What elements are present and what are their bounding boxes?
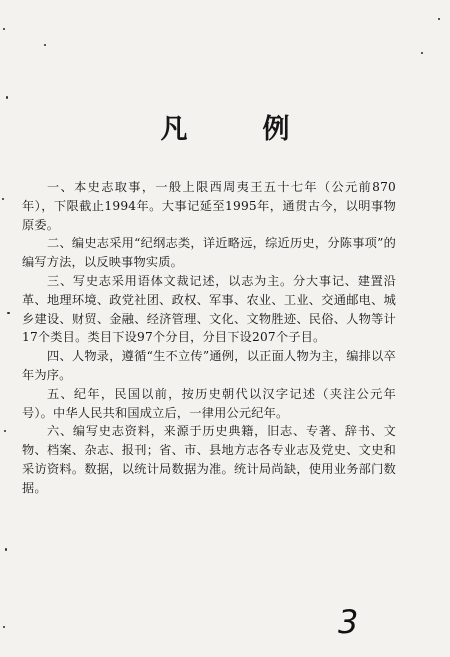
speck <box>4 430 6 432</box>
paragraph-6: 六、编写史志资料，来源于历史典籍，旧志、专著、辞书、文物、档案、杂志、报刊；省、市、县地方志各专业志及党史、文史和采访资料。数据，以统计局数据为准。统计局尚缺，使用业务部门数据。 <box>22 424 396 495</box>
speck <box>438 18 440 20</box>
speck <box>7 312 10 314</box>
page-number: 3 <box>338 603 359 641</box>
paragraph-3: 三、写史志采用语体文裁记述，以志为主。分大事记、建置沿革、地理环境、政党社团、政权、军事、农业、工业、交通邮电、城乡建设、财贸、金融、经济管理、文化、文物胜迹、民俗、人物等计17个类目。类目下设97个分目，分目下设207个子目。 <box>22 273 396 345</box>
speck <box>3 28 5 30</box>
binding-edge <box>0 0 14 657</box>
speck <box>5 548 7 551</box>
speck <box>3 626 5 628</box>
speck <box>6 96 8 99</box>
paragraph-2: 二、编史志采用“纪纲志类，详近略远，综近历史，分陈事项”的编写方法，以反映事物实质。 <box>22 236 396 270</box>
paragraph-4: 四、人物录，遵循“生不立传”通例，以正面人物为主，编排以卒年为序。 <box>22 349 396 382</box>
page-title: 凡 例 <box>160 114 314 145</box>
speck <box>44 44 46 46</box>
speck <box>421 52 423 54</box>
speck <box>2 198 4 200</box>
paragraph-5: 五、纪年，民国以前，按历史朝代以汉字记述（夹注公元年号）。中华人民共和国成立后，一律用公元纪年。 <box>22 386 396 420</box>
paragraph-1: 一、本史志取事，一般上限西周夷王五十七年（公元前870年），下限截止1994年。大事记延至1995年，通贯古今，以明事物原委。 <box>22 180 396 232</box>
body-text <box>22 178 396 498</box>
